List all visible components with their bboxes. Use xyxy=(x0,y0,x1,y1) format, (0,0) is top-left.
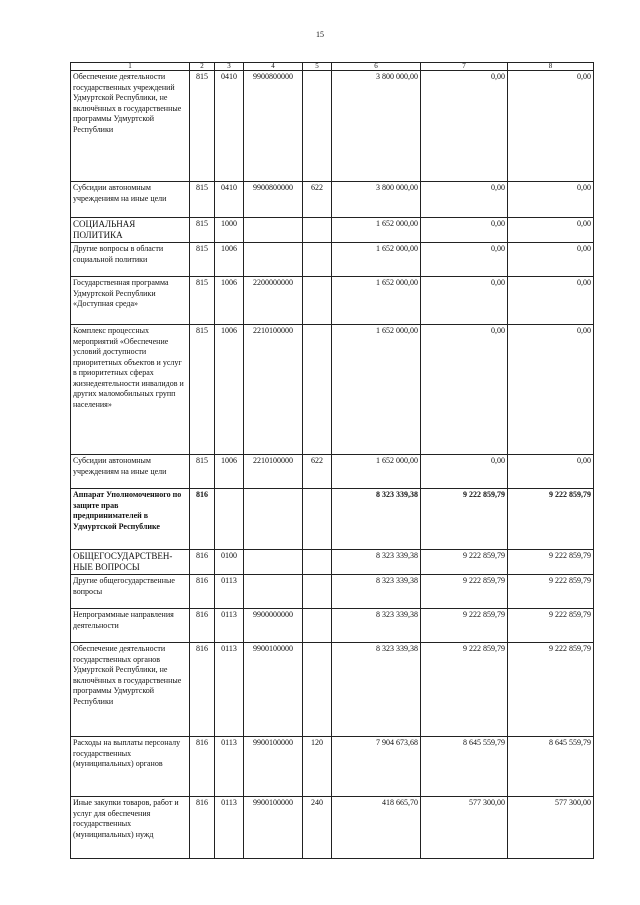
row-sum-year1: 8 323 339,38 xyxy=(332,550,421,575)
row-expense-type xyxy=(303,277,332,325)
row-sum-year3: 0,00 xyxy=(508,455,594,489)
row-sum-year3: 0,00 xyxy=(508,243,594,277)
row-target: 9900100000 xyxy=(244,737,303,797)
row-ved: 815 xyxy=(190,325,215,455)
row-sum-year2: 9 222 859,79 xyxy=(421,643,508,737)
row-name: Непрограммные направления деятельности xyxy=(71,609,190,643)
row-ved: 815 xyxy=(190,218,215,243)
row-sum-year2: 0,00 xyxy=(421,455,508,489)
row-name: Другие вопросы в области социальной политики xyxy=(71,243,190,277)
row-sum-year3: 0,00 xyxy=(508,182,594,218)
row-target xyxy=(244,489,303,550)
row-sum-year2: 0,00 xyxy=(421,182,508,218)
row-name: Государственная программа Удмуртской Республики «Доступная среда» xyxy=(71,277,190,325)
row-expense-type xyxy=(303,489,332,550)
row-sum-year1: 7 904 673,68 xyxy=(332,737,421,797)
column-header: 5 xyxy=(303,63,332,71)
column-header: 8 xyxy=(508,63,594,71)
row-sum-year2: 0,00 xyxy=(421,325,508,455)
row-name: ОБЩЕГОСУДАРСТВЕН-НЫЕ ВОПРОСЫ xyxy=(71,550,190,575)
row-ved: 816 xyxy=(190,575,215,609)
table-row xyxy=(71,182,594,218)
row-sum-year3: 9 222 859,79 xyxy=(508,575,594,609)
row-ved: 816 xyxy=(190,609,215,643)
row-target xyxy=(244,243,303,277)
row-sum-year1: 8 323 339,38 xyxy=(332,575,421,609)
row-sum-year2: 9 222 859,79 xyxy=(421,609,508,643)
row-sum-year2: 0,00 xyxy=(421,277,508,325)
row-sum-year3: 0,00 xyxy=(508,218,594,243)
row-sum-year2: 0,00 xyxy=(421,218,508,243)
row-section: 1006 xyxy=(215,243,244,277)
row-section: 0113 xyxy=(215,643,244,737)
row-target: 9900100000 xyxy=(244,797,303,859)
header-row xyxy=(71,63,594,71)
column-header: 4 xyxy=(244,63,303,71)
table-row xyxy=(71,325,594,455)
row-sum-year2: 577 300,00 xyxy=(421,797,508,859)
row-sum-year2: 8 645 559,79 xyxy=(421,737,508,797)
table-row xyxy=(71,737,594,797)
row-sum-year3: 0,00 xyxy=(508,277,594,325)
column-header: 1 xyxy=(71,63,190,71)
row-section: 0113 xyxy=(215,737,244,797)
row-target: 9900800000 xyxy=(244,182,303,218)
table-row xyxy=(71,643,594,737)
row-sum-year1: 8 323 339,38 xyxy=(332,489,421,550)
row-ved: 815 xyxy=(190,277,215,325)
row-name: Обеспечение деятельности государственных учреждений Удмуртской Республики, не включённых в государственные программы Удмуртской Республики xyxy=(71,71,190,182)
table-row xyxy=(71,71,594,182)
row-expense-type xyxy=(303,550,332,575)
row-sum-year2: 9 222 859,79 xyxy=(421,575,508,609)
table-row xyxy=(71,575,594,609)
row-expense-type: 622 xyxy=(303,455,332,489)
row-section: 1006 xyxy=(215,277,244,325)
row-name: Расходы на выплаты персоналу государственных (муниципальных) органов xyxy=(71,737,190,797)
row-name: Другие общегосударственные вопросы xyxy=(71,575,190,609)
row-expense-type xyxy=(303,575,332,609)
row-target xyxy=(244,218,303,243)
row-ved: 816 xyxy=(190,643,215,737)
row-expense-type xyxy=(303,643,332,737)
table-row xyxy=(71,550,594,575)
row-section xyxy=(215,489,244,550)
row-sum-year1: 1 652 000,00 xyxy=(332,277,421,325)
page-number: 15 xyxy=(316,30,324,39)
table-row xyxy=(71,277,594,325)
row-name: СОЦИАЛЬНАЯ ПОЛИТИКА xyxy=(71,218,190,243)
row-target: 2200000000 xyxy=(244,277,303,325)
row-sum-year1: 8 323 339,38 xyxy=(332,643,421,737)
row-target: 2210100000 xyxy=(244,325,303,455)
row-target xyxy=(244,575,303,609)
row-ved: 815 xyxy=(190,71,215,182)
row-section: 0113 xyxy=(215,609,244,643)
row-section: 1006 xyxy=(215,325,244,455)
row-ved: 816 xyxy=(190,550,215,575)
row-sum-year2: 0,00 xyxy=(421,243,508,277)
row-sum-year2: 0,00 xyxy=(421,71,508,182)
column-header: 6 xyxy=(332,63,421,71)
row-expense-type: 622 xyxy=(303,182,332,218)
row-sum-year3: 8 645 559,79 xyxy=(508,737,594,797)
row-section: 1006 xyxy=(215,455,244,489)
row-sum-year1: 8 323 339,38 xyxy=(332,609,421,643)
row-sum-year1: 418 665,70 xyxy=(332,797,421,859)
budget-table xyxy=(70,62,594,859)
row-expense-type xyxy=(303,218,332,243)
row-section: 0113 xyxy=(215,575,244,609)
row-section: 0100 xyxy=(215,550,244,575)
row-sum-year1: 3 800 000,00 xyxy=(332,71,421,182)
row-expense-type xyxy=(303,71,332,182)
row-expense-type: 120 xyxy=(303,737,332,797)
row-ved: 816 xyxy=(190,489,215,550)
row-section: 1000 xyxy=(215,218,244,243)
row-sum-year2: 9 222 859,79 xyxy=(421,550,508,575)
row-target: 9900800000 xyxy=(244,71,303,182)
row-target: 9900100000 xyxy=(244,643,303,737)
row-expense-type xyxy=(303,243,332,277)
row-ved: 815 xyxy=(190,182,215,218)
row-name: Субсидии автономным учреждениям на иные цели xyxy=(71,182,190,218)
row-sum-year3: 0,00 xyxy=(508,325,594,455)
row-name: Обеспечение деятельности государственных органов Удмуртской Республики, не включённых в государственные программы Удмуртской Республики xyxy=(71,643,190,737)
row-target xyxy=(244,550,303,575)
row-sum-year3: 0,00 xyxy=(508,71,594,182)
column-header: 2 xyxy=(190,63,215,71)
row-sum-year3: 9 222 859,79 xyxy=(508,609,594,643)
row-ved: 815 xyxy=(190,243,215,277)
row-sum-year2: 9 222 859,79 xyxy=(421,489,508,550)
row-sum-year3: 9 222 859,79 xyxy=(508,643,594,737)
table-row xyxy=(71,218,594,243)
row-ved: 815 xyxy=(190,455,215,489)
row-sum-year1: 1 652 000,00 xyxy=(332,325,421,455)
row-section: 0113 xyxy=(215,797,244,859)
row-sum-year3: 9 222 859,79 xyxy=(508,550,594,575)
table-row xyxy=(71,243,594,277)
row-sum-year1: 1 652 000,00 xyxy=(332,243,421,277)
column-header: 7 xyxy=(421,63,508,71)
row-name: Аппарат Уполномоченного по защите прав предпринимателей в Удмуртской Республике xyxy=(71,489,190,550)
table-row xyxy=(71,489,594,550)
row-name: Комплекс процессных мероприятий «Обеспечение условий доступности приоритетных объектов и услуг в приоритетных сферах жизнедеятельности инвалидов и других маломобильных групп населения» xyxy=(71,325,190,455)
row-ved: 816 xyxy=(190,797,215,859)
row-sum-year1: 1 652 000,00 xyxy=(332,455,421,489)
row-section: 0410 xyxy=(215,182,244,218)
table-row xyxy=(71,455,594,489)
table-row xyxy=(71,609,594,643)
row-sum-year1: 1 652 000,00 xyxy=(332,218,421,243)
column-header: 3 xyxy=(215,63,244,71)
row-section: 0410 xyxy=(215,71,244,182)
row-target: 2210100000 xyxy=(244,455,303,489)
row-expense-type: 240 xyxy=(303,797,332,859)
table-row xyxy=(71,797,594,859)
row-ved: 816 xyxy=(190,737,215,797)
row-name: Субсидии автономным учреждениям на иные цели xyxy=(71,455,190,489)
row-sum-year1: 3 800 000,00 xyxy=(332,182,421,218)
row-expense-type xyxy=(303,609,332,643)
row-sum-year3: 577 300,00 xyxy=(508,797,594,859)
row-sum-year3: 9 222 859,79 xyxy=(508,489,594,550)
row-expense-type xyxy=(303,325,332,455)
row-name: Иные закупки товаров, работ и услуг для обеспечения государственных (муниципальных) нужд xyxy=(71,797,190,859)
row-target: 9900000000 xyxy=(244,609,303,643)
